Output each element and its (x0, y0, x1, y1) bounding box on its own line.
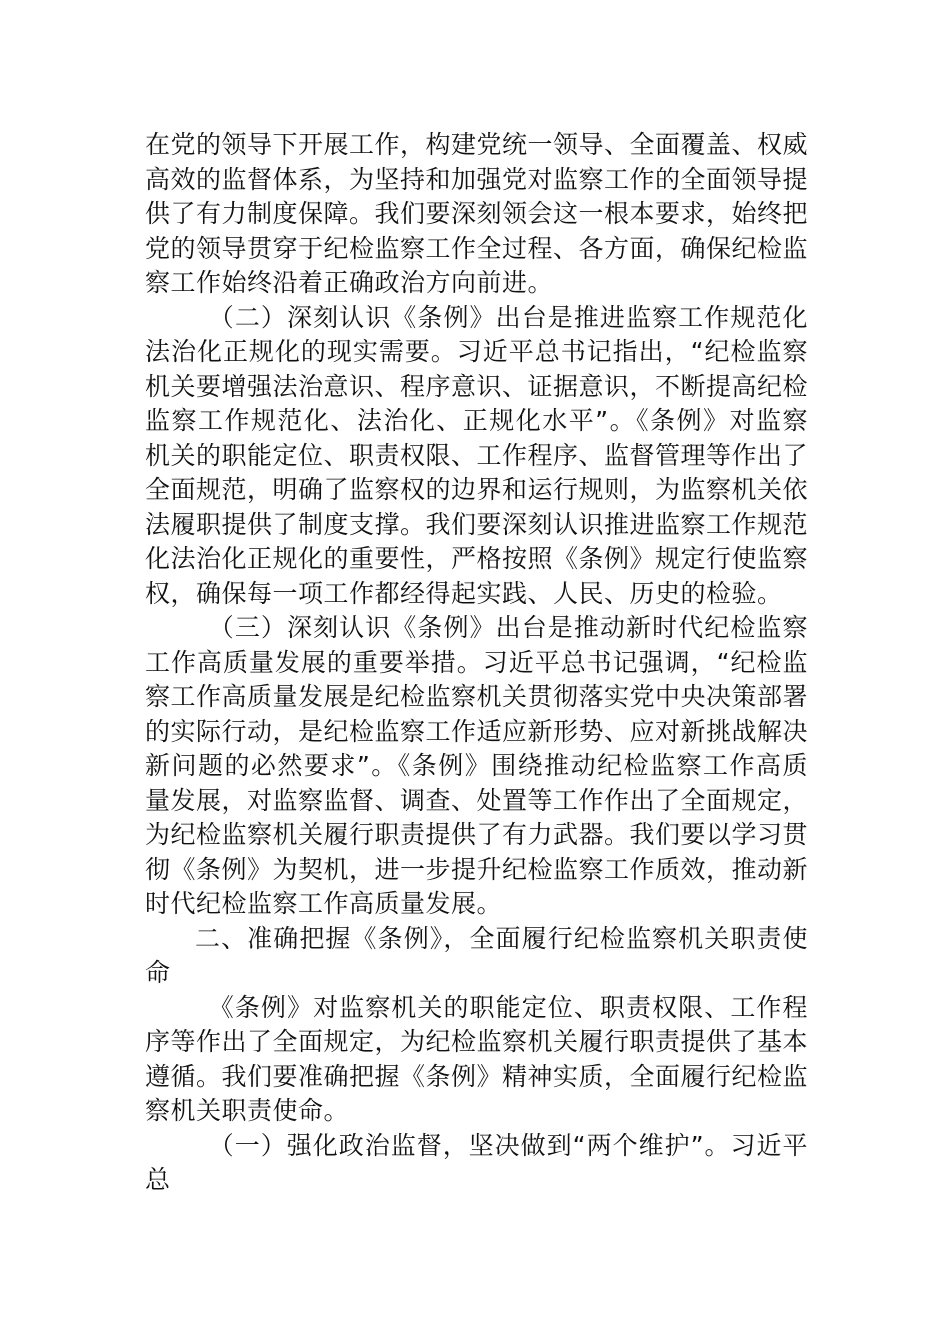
section-heading-2: 二、准确把握《条例》，全面履行纪检监察机关职责使命 (145, 923, 808, 987)
paragraph-continuation: 在党的领导下开展工作，构建党统一领导、全面覆盖、权威高效的监督体系，为坚持和加强党对监察工作的全面领导提供了有力制度保障。我们要深刻领会这一根本要求，始终把党的领导贯穿于纪检监察工作全过程、各方面，确保纪检监察工作始终沿着正确政治方向前进。 (145, 130, 809, 297)
document-body (145, 128, 808, 1198)
paragraph-section-intro: 《条例》对监察机关的职能定位、职责权限、工作程序等作出了全面规定，为纪检监察机关履行职责提供了基本遵循。我们要准确把握《条例》精神实质，全面履行纪检监察机关职责使命。 (145, 992, 809, 1125)
paragraph-section-3: （三）深刻认识《条例》出台是推动新时代纪检监察工作高质量发展的重要举措。习近平总书记强调，“纪检监察工作高质量发展是纪检监察机关贯彻落实党中央决策部署的实际行动，是纪检监察工作适应新形势、应对新挑战解决新问题的必然要求”。《条例》围绕推动纪检监察工作高质量发展，对监察监督、调查、处置等工作作出了全面规定，为纪检监察机关履行职责提供了有力武器。我们要以学习贯彻《条例》为契机，进一步提升纪检监察工作质效，推动新时代纪检监察工作高质量发展。 (145, 613, 809, 918)
paragraph-subsection-1: （一）强化政治监督，坚决做到“两个维护”。习近平总 (145, 1130, 808, 1194)
paragraph-section-2: （二）深刻认识《条例》出台是推进监察工作规范化法治化正规化的现实需要。习近平总书记指出，“纪检监察机关要增强法治意识、程序意识、证据意识，不断提高纪检监察工作规范化、法治化、正规化水平”。《条例》对监察机关的职能定位、职责权限、工作程序、监督管理等作出了全面规范，明确了监察权的边界和运行规则，为监察机关依法履职提供了制度支撑。我们要深刻认识推进监察工作规范化法治化正规化的重要性，严格按照《条例》规定行使监察权，确保每一项工作都经得起实践、人民、历史的检验。 (145, 302, 809, 608)
